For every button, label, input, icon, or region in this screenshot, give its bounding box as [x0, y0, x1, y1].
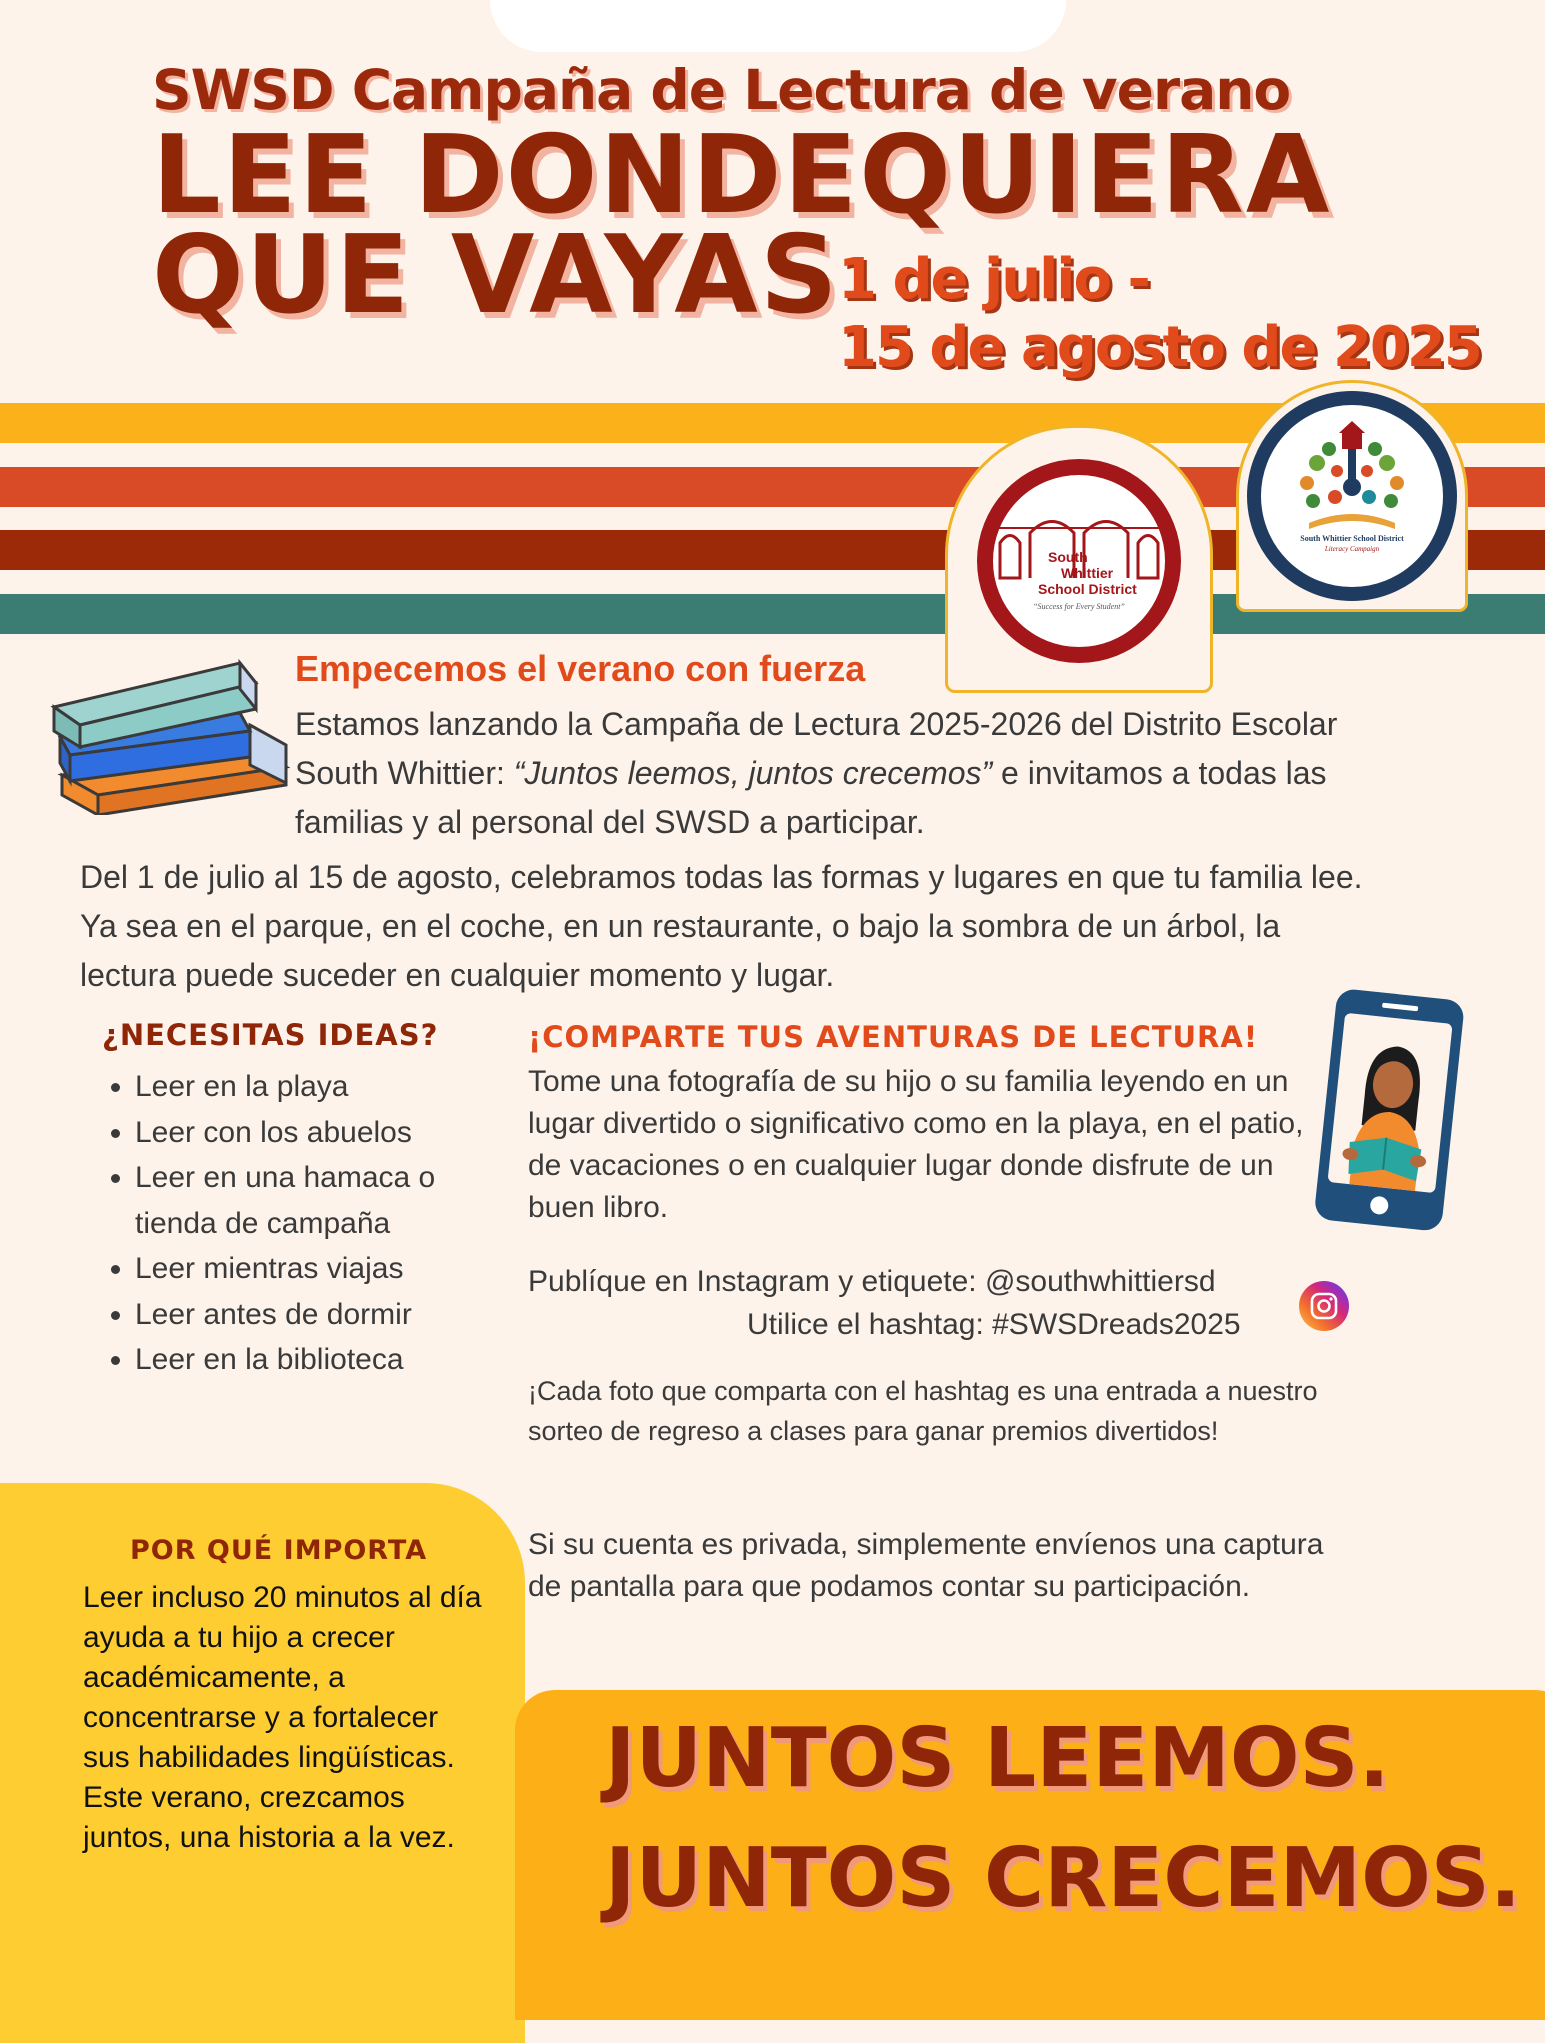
- phone-reading-icon: [1305, 988, 1475, 1238]
- private-account-text: Si su cuenta es privada, simplemente envíenos una captura de pantalla para que podamos contar su participación.: [528, 1528, 1324, 1603]
- ideas-list: [95, 1064, 515, 1383]
- list-item: • Leer con los abuelos: [135, 1110, 515, 1156]
- campaign-logo-bottom-text: JUNTOS LEEMOS, JUNTOS CRECEMOS: [1283, 531, 1421, 574]
- dates-line-2: 15 de agosto de 2025: [838, 315, 1481, 380]
- share-text: Tome una fotografía de su hijo o su familia leyendo en un lugar divertido o significativo como en la playa, en el patio, de vacaciones o en cualquier lugar donde disfrute de un buen libro.: [528, 1065, 1304, 1224]
- district-logo-badge: [945, 425, 1213, 693]
- books-stack-icon: [50, 655, 290, 815]
- list-item: • Leer antes de dormir: [135, 1292, 515, 1338]
- campaign-logo-top-text: TOGETHER WE READ, TOGETHER WE GROW: [1271, 405, 1433, 461]
- campaign-logo: [1239, 383, 1465, 609]
- list-item: • Leer en una hamaca o tienda de campaña: [135, 1155, 515, 1246]
- share-title: ¡COMPARTE TUS AVENTURAS DE LECTURA!: [528, 1020, 1259, 1054]
- why-text: Leer incluso 20 minutos al día ayuda a tu hijo a crecer académicamente, a concentrarse y a fortalecer sus habilidades lingüísticas. Este verano, crezcamos juntos, una historia a la vez.: [83, 1581, 482, 1854]
- slogan-line-1: JUNTOS LEEMOS.: [605, 1711, 1390, 1806]
- instagram-post-line: Publíque en Instagram y etiquete: @southwhittiersd: [528, 1265, 1216, 1298]
- dates-line-1: 1 de julio -: [838, 247, 1149, 312]
- district-logo-motto: “Success for Every Student”: [1033, 602, 1125, 611]
- instagram-icon: [1299, 1281, 1349, 1331]
- slogan-line-2: JUNTOS CRECEMOS.: [605, 1831, 1522, 1926]
- intro-text-start: Estamos lanzando la Campaña de Lectura 2025-2026 del Distrito Escolar South Whittier:: [295, 706, 1338, 791]
- headline-line-1: LEE DONDEQUIERA: [152, 113, 1332, 238]
- district-logo-line2: Whittier: [1061, 565, 1114, 581]
- campaign-logo-badge: [1236, 380, 1468, 612]
- intro-text-end: e invitamos a todas las familias y al personal del SWSD a participar.: [295, 755, 1327, 840]
- intro-paragraph: Del 1 de julio al 15 de agosto, celebramos todas las formas y lugares en que tu familia lee. Ya sea en el parque, en el coche, en un restaurante, o bajo la sombra de un árbol, la lectura puede suceder en cualquier momento y lugar.: [80, 859, 1363, 993]
- campaign-logo-name: South Whittier School District: [1300, 534, 1404, 543]
- intro-text-slogan: “Juntos leemos, juntos crecemos”: [513, 755, 993, 791]
- district-logo: [948, 428, 1210, 690]
- district-logo-line3: School District: [1038, 581, 1137, 597]
- headline-line-2: QUE VAYAS: [152, 213, 840, 338]
- list-item: • Leer en la playa: [135, 1064, 515, 1110]
- why-title: POR QUÉ IMPORTA: [130, 1535, 428, 1566]
- ideas-title: ¿NECESITAS IDEAS?: [102, 1018, 439, 1052]
- raffle-text: ¡Cada foto que comparta con el hashtag es una entrada a nuestro sorteo de regreso a clases para ganar premios divertidos!: [528, 1376, 1318, 1446]
- hashtag-line: Utilice el hashtag: #SWSDreads2025: [747, 1308, 1241, 1341]
- intro-title: Empecemos el verano con fuerza: [295, 648, 866, 689]
- list-item: • Leer en la biblioteca: [135, 1337, 515, 1383]
- district-logo-line1: South: [1048, 549, 1088, 565]
- list-item: • Leer mientras viajas: [135, 1246, 515, 1292]
- header-arch-decoration: [490, 0, 1066, 52]
- campaign-subtitle: SWSD Campaña de Lectura de verano: [152, 58, 1291, 122]
- intro-text: [295, 700, 1355, 847]
- campaign-logo-sub: Literacy Campaign: [1324, 545, 1380, 553]
